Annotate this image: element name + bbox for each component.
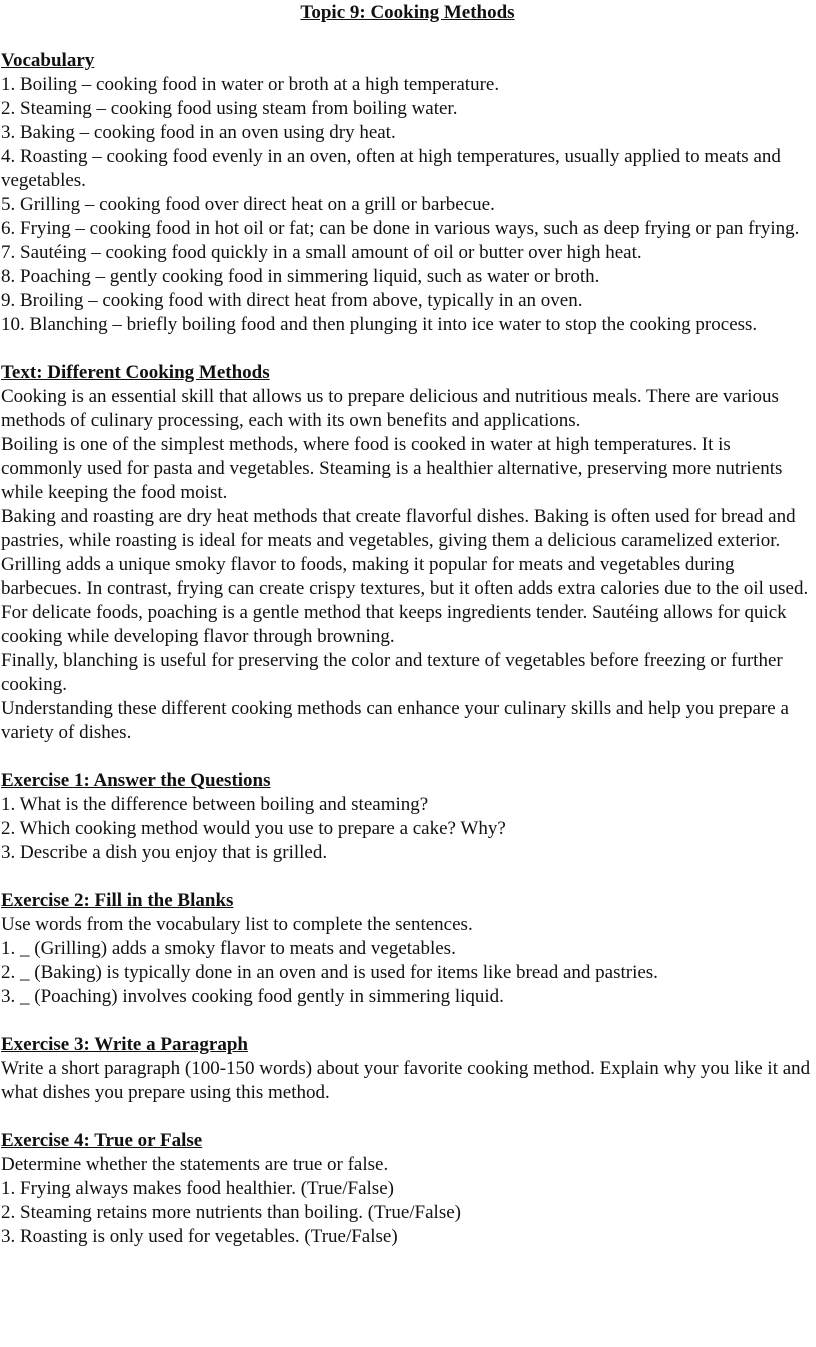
exercise-1-heading: Exercise 1: Answer the Questions <box>1 770 271 791</box>
question-item: 3. Describe a dish you enjoy that is grilled. <box>1 842 328 863</box>
fill-blank-item: 2. _ (Baking) is typically done in an oven and is used for items like bread and pastries. <box>1 962 658 983</box>
vocabulary-item: 2. Steaming – cooking food using steam from boiling water. <box>1 98 458 119</box>
exercise-3-section <box>1 1033 814 1105</box>
exercise-1-section <box>1 769 814 865</box>
vocabulary-item: 8. Poaching – gently cooking food in simmering liquid, such as water or broth. <box>1 266 600 287</box>
page-title: Topic 9: Cooking Methods <box>300 2 515 23</box>
exercise-3-heading: Exercise 3: Write a Paragraph <box>1 1034 248 1055</box>
text-paragraph: Finally, blanching is useful for preserving the color and texture of vegetables before freezing or further cooking. <box>1 650 783 695</box>
exercise-4-heading: Exercise 4: True or False <box>1 1130 203 1151</box>
vocabulary-heading: Vocabulary <box>1 50 95 71</box>
vocabulary-item: 7. Sautéing – cooking food quickly in a small amount of oil or butter over high heat. <box>1 242 642 263</box>
vocabulary-item: 5. Grilling – cooking food over direct heat on a grill or barbecue. <box>1 194 495 215</box>
vocabulary-item: 6. Frying – cooking food in hot oil or fat; can be done in various ways, such as deep frying or pan frying. <box>1 218 800 239</box>
vocabulary-item: 9. Broiling – cooking food with direct heat from above, typically in an oven. <box>1 290 583 311</box>
exercise-2-instruction: Use words from the vocabulary list to complete the sentences. <box>1 914 473 935</box>
vocabulary-section <box>1 49 814 337</box>
question-item: 1. What is the difference between boiling and steaming? <box>1 794 429 815</box>
vocabulary-item: 1. Boiling – cooking food in water or broth at a high temperature. <box>1 74 500 95</box>
text-paragraph: For delicate foods, poaching is a gentle method that keeps ingredients tender. Sautéing allows for quick cooking while developing flavor through browning. <box>1 602 787 647</box>
vocabulary-item: 3. Baking – cooking food in an oven using dry heat. <box>1 122 396 143</box>
fill-blank-item: 1. _ (Grilling) adds a smoky flavor to meats and vegetables. <box>1 938 456 959</box>
text-paragraph: Understanding these different cooking methods can enhance your culinary skills and help you prepare a variety of dishes. <box>1 698 789 743</box>
true-false-item: 3. Roasting is only used for vegetables. (True/False) <box>1 1226 398 1247</box>
exercise-4-instruction: Determine whether the statements are true or false. <box>1 1154 389 1175</box>
fill-blank-item: 3. _ (Poaching) involves cooking food gently in simmering liquid. <box>1 986 504 1007</box>
vocabulary-item: 4. Roasting – cooking food evenly in an oven, often at high temperatures, usually applied to meats and vegetables. <box>1 146 781 191</box>
question-item: 2. Which cooking method would you use to prepare a cake? Why? <box>1 818 506 839</box>
text-heading: Text: Different Cooking Methods <box>1 362 270 383</box>
exercise-2-section <box>1 889 814 1009</box>
true-false-item: 1. Frying always makes food healthier. (True/False) <box>1 1178 394 1199</box>
true-false-item: 2. Steaming retains more nutrients than boiling. (True/False) <box>1 1202 461 1223</box>
vocabulary-item: 10. Blanching – briefly boiling food and then plunging it into ice water to stop the cooking process. <box>1 314 758 335</box>
text-paragraph: Baking and roasting are dry heat methods that create flavorful dishes. Baking is often used for bread and pastries, while roasting is ideal for meats and vegetables, giving them a delicious caramelized exterior. <box>1 506 796 551</box>
text-paragraph: Cooking is an essential skill that allows us to prepare delicious and nutritious meals. There are various methods of culinary processing, each with its own benefits and applications. <box>1 386 779 431</box>
text-paragraph: Grilling adds a unique smoky flavor to foods, making it popular for meats and vegetables during barbecues. In contrast, frying can create crispy textures, but it often adds extra calories due to the oil used. <box>1 554 809 599</box>
text-paragraph: Boiling is one of the simplest methods, where food is cooked in water at high temperatures. It is commonly used for pasta and vegetables. Steaming is a healthier alternative, preserving more nutrients while keeping the food moist. <box>1 434 783 503</box>
exercise-2-heading: Exercise 2: Fill in the Blanks <box>1 890 234 911</box>
exercise-4-section <box>1 1129 814 1249</box>
exercise-3-instruction: Write a short paragraph (100-150 words) about your favorite cooking method. Explain why you like it and what dishes you prepare using this method. <box>1 1058 811 1103</box>
text-section <box>1 361 814 745</box>
